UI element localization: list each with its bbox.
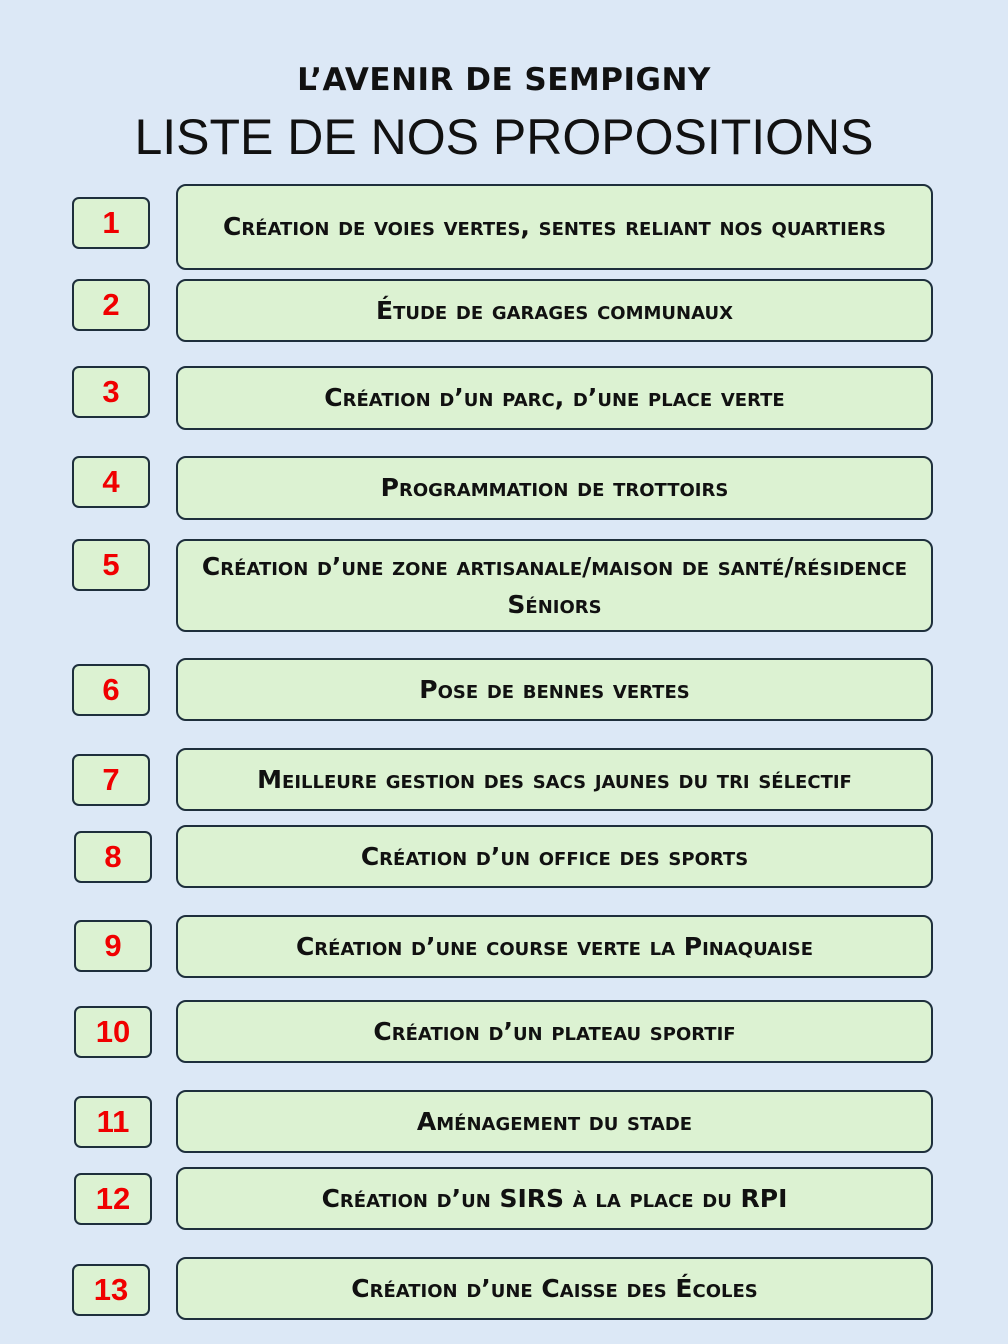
proposal-label: Aménagement du stade bbox=[176, 1090, 933, 1153]
proposal-label: Création d’une zone artisanale/maison de santé/résidence Séniors bbox=[176, 539, 933, 632]
proposal-number: 1 bbox=[72, 197, 150, 249]
proposal-number: 3 bbox=[72, 366, 150, 418]
proposal-number: 4 bbox=[72, 456, 150, 508]
proposal-label: Étude de garages communaux bbox=[176, 279, 933, 342]
proposal-label: Création d’une course verte la Pinaquaise bbox=[176, 915, 933, 978]
proposal-label: Meilleure gestion des sacs jaunes du tri sélectif bbox=[176, 748, 933, 811]
proposal-label: Création d’un SIRS à la place du RPI bbox=[176, 1167, 933, 1230]
organization-name: L’AVENIR DE SEMPIGNY bbox=[297, 62, 711, 98]
proposal-label: Création d’un office des sports bbox=[176, 825, 933, 888]
proposal-number: 12 bbox=[74, 1173, 152, 1225]
page-title: LISTE DE NOS PROPOSITIONS bbox=[134, 109, 874, 165]
proposal-number: 7 bbox=[72, 754, 150, 806]
proposal-number: 2 bbox=[72, 279, 150, 331]
proposal-label: Programmation de trottoirs bbox=[176, 456, 933, 520]
proposal-number: 5 bbox=[72, 539, 150, 591]
proposal-number: 9 bbox=[74, 920, 152, 972]
proposal-number: 13 bbox=[72, 1264, 150, 1316]
proposal-number: 11 bbox=[74, 1096, 152, 1148]
proposal-label: Création d’une Caisse des Écoles bbox=[176, 1257, 933, 1320]
proposal-label: Pose de bennes vertes bbox=[176, 658, 933, 721]
proposal-label: Création d’un parc, d’une place verte bbox=[176, 366, 933, 430]
proposal-label: Création d’un plateau sportif bbox=[176, 1000, 933, 1063]
proposal-label: Création de voies vertes, sentes reliant nos quartiers bbox=[176, 184, 933, 270]
proposal-number: 10 bbox=[74, 1006, 152, 1058]
proposal-number: 6 bbox=[72, 664, 150, 716]
proposal-number: 8 bbox=[74, 831, 152, 883]
